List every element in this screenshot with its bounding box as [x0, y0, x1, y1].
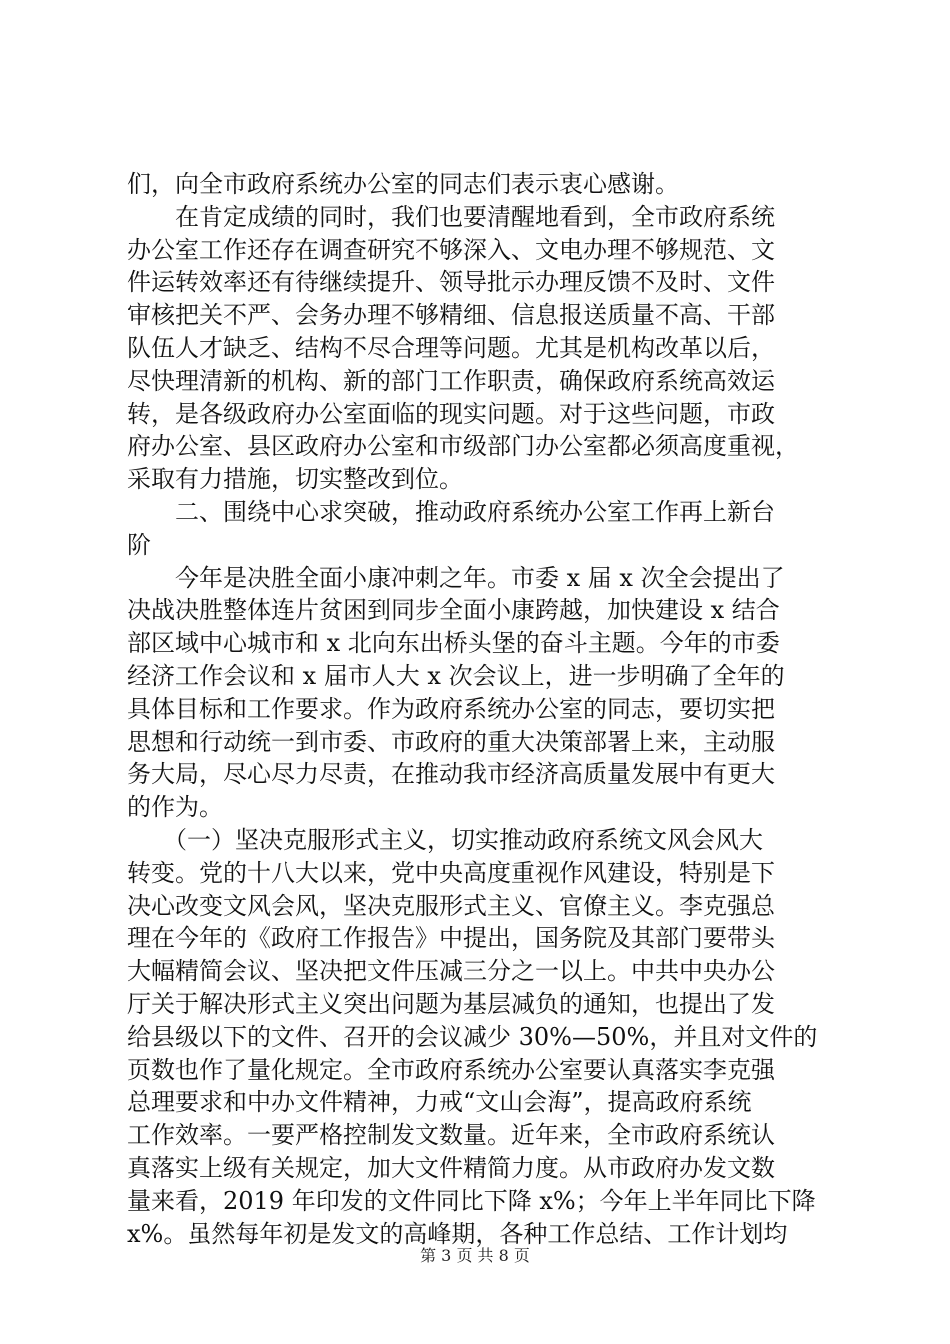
text-line: 今年是决胜全面小康冲刺之年。市委 x 届 x 次全会提出了: [127, 563, 785, 592]
text-line: 大幅精简会议、坚决把文件压减三分之一以上。中共中央办公: [127, 957, 775, 986]
text-line: 在肯定成绩的同时，我们也要清醒地看到，全市政府系统: [127, 202, 775, 231]
text-line: 审核把关不严、会务办理不够精细、信息报送质量不高、干部: [127, 301, 775, 330]
text-line: x%。虽然每年初是发文的高峰期，各种工作总结、工作计划均: [127, 1219, 788, 1248]
text-line: 具体目标和工作要求。作为政府系统办公室的同志，要切实把: [127, 694, 775, 723]
text-line: 件运转效率还有待继续提升、领导批示办理反馈不及时、文件: [127, 268, 775, 297]
text-line: 阶: [127, 530, 151, 559]
text-line: 采取有力措施，切实整改到位。: [127, 465, 463, 494]
text-line: （一）坚决克服形式主义，切实推动政府系统文风会风大: [127, 825, 763, 854]
text-line: 部区域中心城市和 x 北向东出桥头堡的奋斗主题。今年的市委: [127, 629, 780, 658]
text-line: 思想和行动统一到市委、市政府的重大决策部署上来，主动服: [127, 727, 775, 756]
text-line: 务大局，尽心尽力尽责，在推动我市经济高质量发展中有更大: [127, 760, 775, 789]
text-line: 工作效率。一要严格控制发文数量。近年来，全市政府系统认: [127, 1121, 775, 1150]
text-line: 队伍人才缺乏、结构不尽合理等问题。尤其是机构改革以后，: [127, 333, 775, 362]
text-line: 量来看，2019 年印发的文件同比下降 x%；今年上半年同比下降: [127, 1186, 816, 1215]
text-line: 给县级以下的文件、召开的会议减少 30%—50%，并且对文件的: [127, 1022, 818, 1051]
text-line: 经济工作会议和 x 届市人大 x 次会议上，进一步明确了全年的: [127, 661, 785, 690]
page-footer: 第 3 页 共 8 页: [420, 1246, 530, 1265]
text-line: 理在今年的《政府工作报告》中提出，国务院及其部门要带头: [127, 924, 775, 953]
text-line: 的作为。: [127, 793, 223, 822]
text-line: 页数也作了量化规定。全市政府系统办公室要认真落实李克强: [127, 1055, 775, 1084]
text-line: 厅关于解决形式主义突出问题为基层减负的通知，也提出了发: [127, 989, 775, 1018]
text-line: 二、围绕中心求突破，推动政府系统办公室工作再上新台: [127, 497, 775, 526]
text-line: 总理要求和中办文件精神，力戒“文山会海”，提高政府系统: [127, 1088, 752, 1117]
text-line: 决心改变文风会风，坚决克服形式主义、官僚主义。李克强总: [127, 891, 775, 920]
text-line: 尽快理清新的机构、新的部门工作职责，确保政府系统高效运: [127, 366, 775, 395]
text-line: 府办公室、县区政府办公室和市级部门办公室都必须高度重视，: [127, 432, 799, 461]
text-line: 真落实上级有关规定，加大文件精简力度。从市政府办发文数: [127, 1153, 775, 1182]
text-line: 们，向全市政府系统办公室的同志们表示衷心感谢。: [127, 170, 679, 198]
text-line: 办公室工作还存在调查研究不够深入、文电办理不够规范、文: [127, 235, 775, 264]
text-line: 转，是各级政府办公室面临的现实问题。对于这些问题，市政: [127, 399, 775, 428]
text-line: 转变。党的十八大以来，党中央高度重视作风建设，特别是下: [127, 858, 775, 887]
body-text: [127, 168, 832, 1250]
text-line: 决战决胜整体连片贫困到同步全面小康跨越，加快建设 x 结合: [127, 596, 780, 625]
